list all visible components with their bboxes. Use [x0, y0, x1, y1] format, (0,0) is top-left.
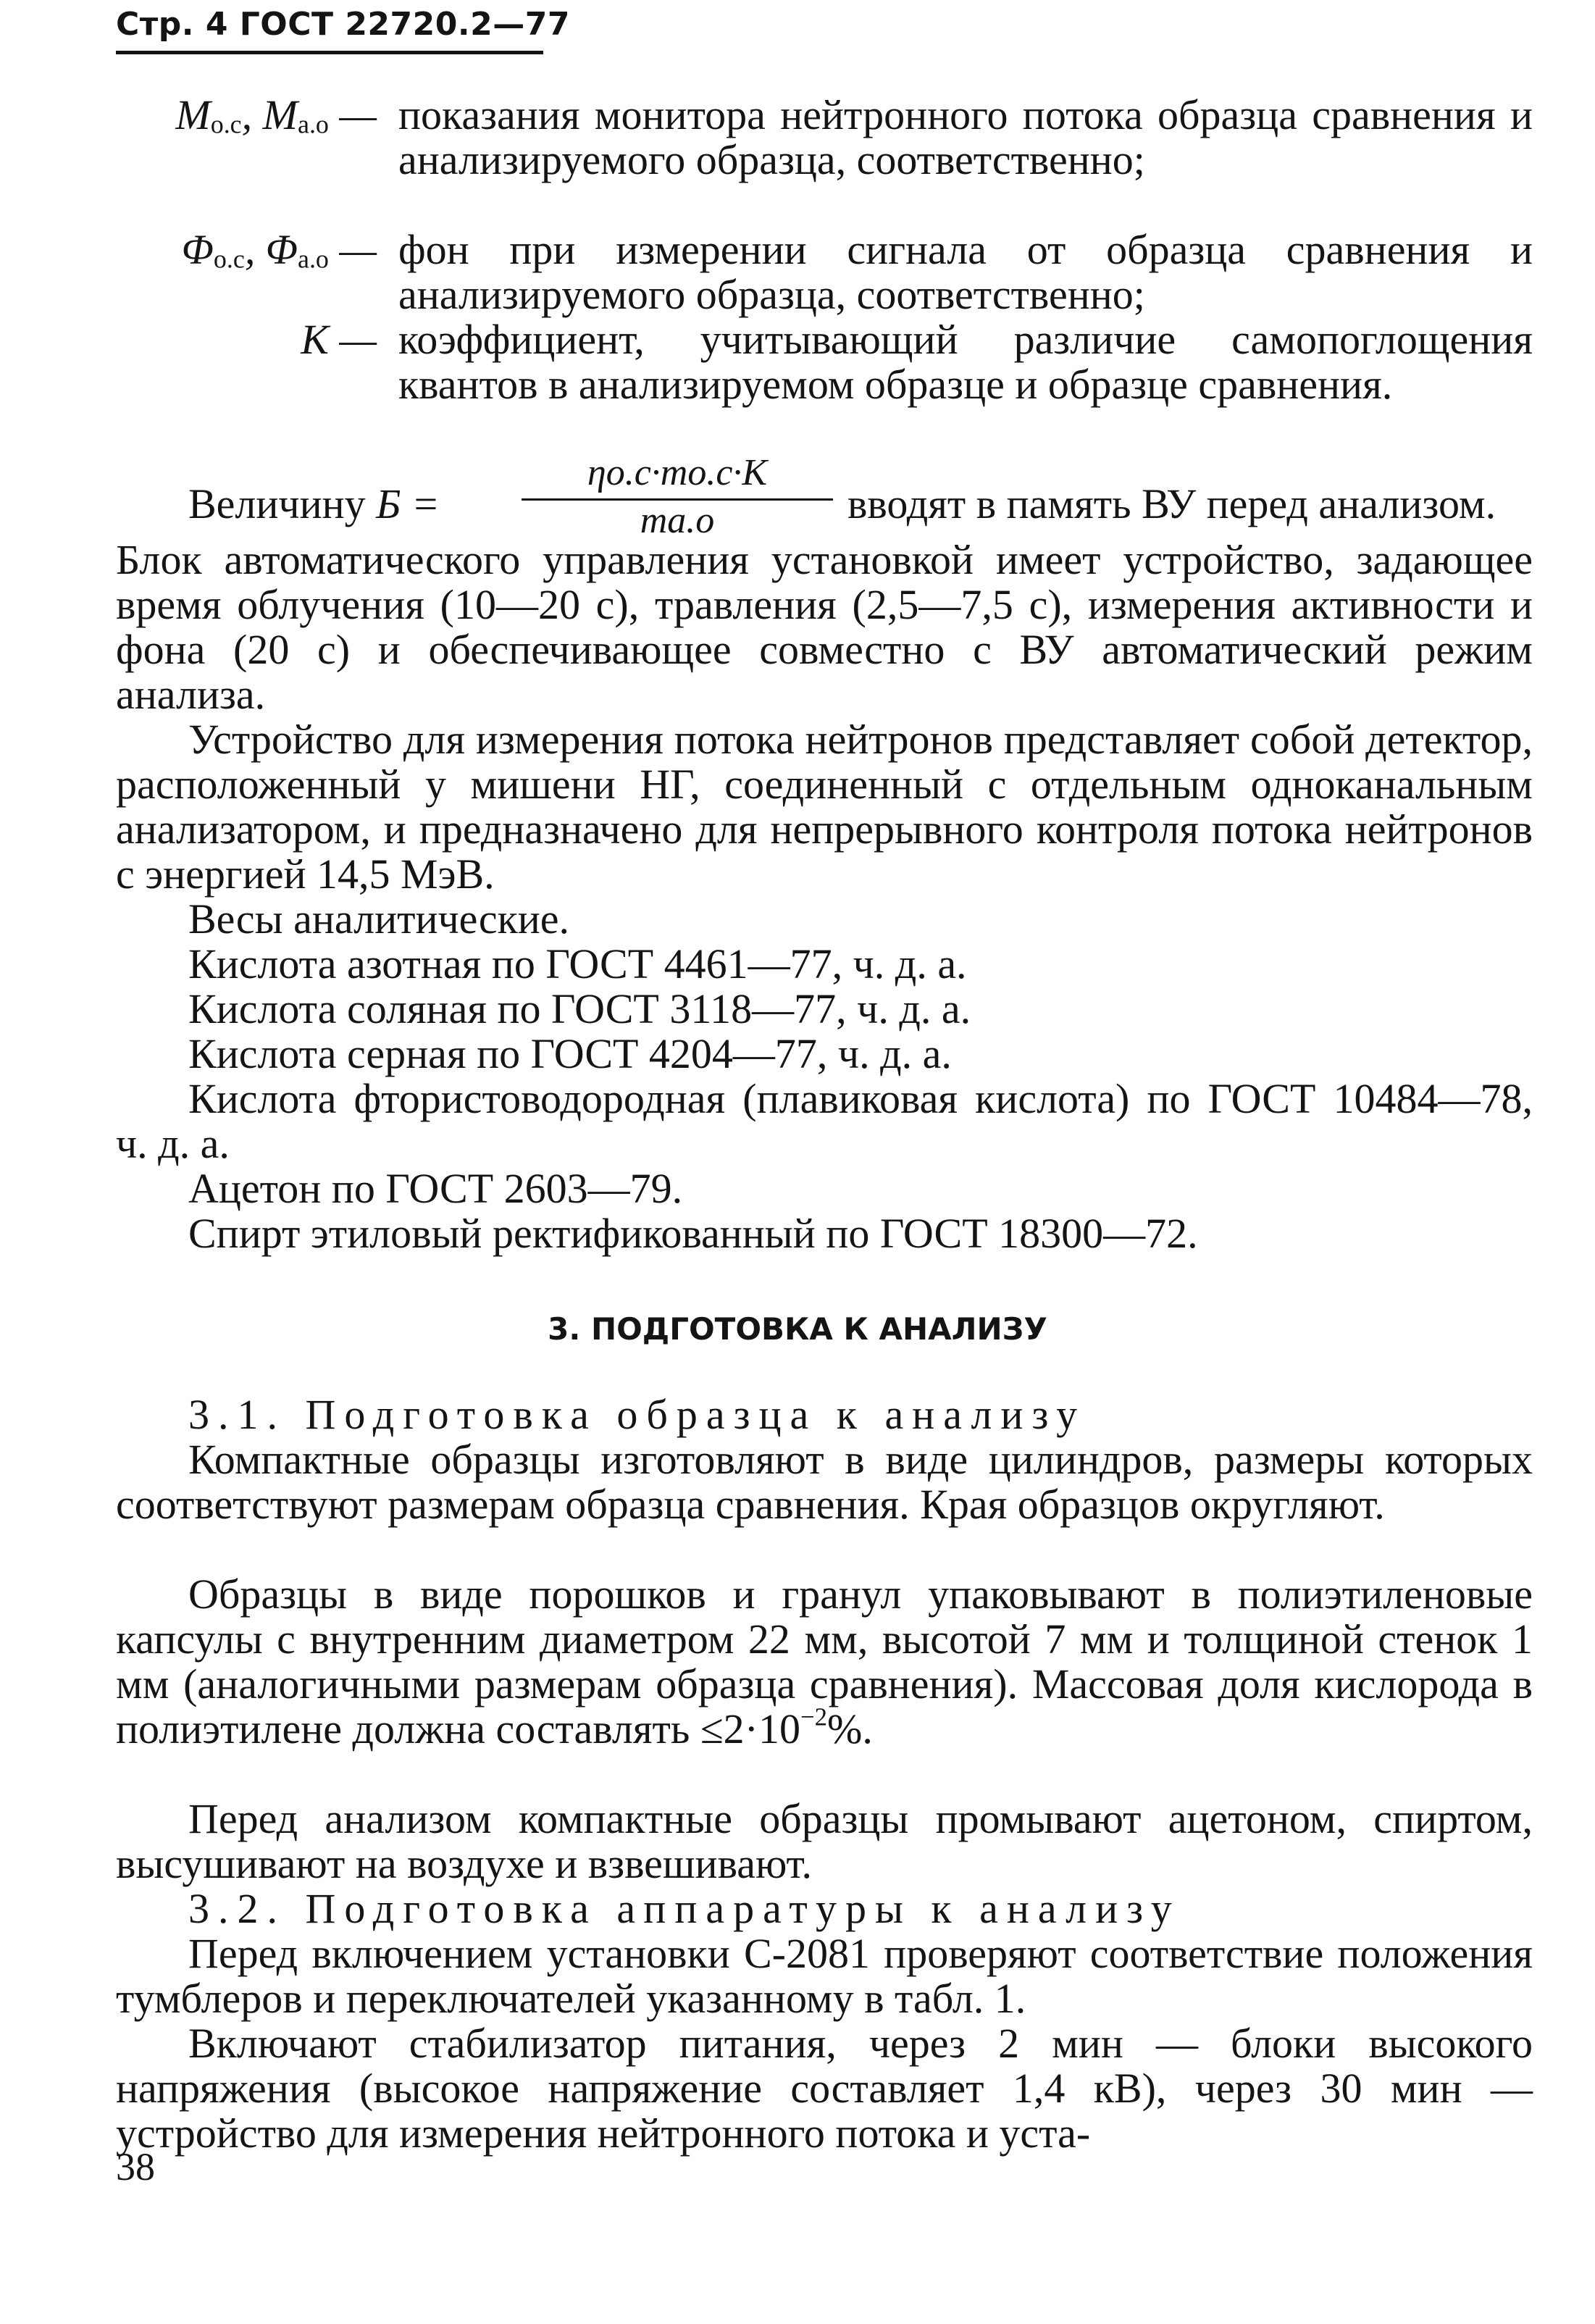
definition-term: $M_{о.с}$, $M_{а.о}$ —	[175, 91, 377, 139]
paragraph-nitric-acid: Кислота азотная по ГОСТ 4461—77, ч. д. а.	[188, 940, 967, 987]
section-title: 3. ПОДГОТОВКА К АНАЛИЗУ	[548, 1311, 1047, 1347]
paragraph-sulfuric-acid: Кислота серная по ГОСТ 4204—77, ч. д. а.	[188, 1030, 952, 1077]
paragraph-power-on: Включают стабилизатор питания, через 2 мин — блоки высокого напряжения (высокое напряжение составляет 1,4 кВ), через 30 мин — устройство для измерения нейтронного потока и уста-	[116, 2020, 1533, 2157]
definition-desc: показания монитора нейтронного потока образца сравнения и анализируемого образца, соответственно;	[398, 91, 1533, 183]
paragraph-device: Устройство для измерения потока нейтронов представляет собой детектор, расположенный у мишени НГ, соединенный с отдельным одноканальным анализатором, и предназначено для непрерывного контроля потока нейтронов с энергией 14,5 МэВ.	[116, 716, 1533, 898]
page-number: 38	[116, 2145, 155, 2189]
definition-desc: фон при измерении сигнала от образца сравнения и анализируемого образца, соответственно;	[398, 226, 1533, 318]
formula-numerator: ηо.с·mо.с·K	[587, 452, 768, 493]
definition-desc: коэффициент, учитывающий различие самопоглощения квантов в анализируемом образце и образце сравнения.	[398, 316, 1533, 408]
paragraph-hydrofluoric-acid: Кислота фтористоводородная (плавиковая кислота) по ГОСТ 10484—78, ч. д. а.	[116, 1075, 1533, 1167]
formula-line	[116, 451, 1533, 541]
paragraph-hydrochloric-acid: Кислота соляная по ГОСТ 3118—77, ч. д. а.	[188, 985, 971, 1032]
paragraph-acetone: Ацетон по ГОСТ 2603—79.	[188, 1165, 683, 1212]
definition-term: K —	[301, 316, 377, 363]
paragraph-powder-samples: Образцы в виде порошков и гранул упаковывают в полиэтиленовые капсулы с внутренним диаметром 22 мм, высотой 7 мм и толщиной стенок 1 мм (аналогичными размерам образца сравнения). Массовая доля кислорода в полиэтилене должна составлять $\le 2\cdot 10^{-2}\%$.	[116, 1571, 1533, 1752]
paragraph-compact-samples: Компактные образцы изготовляют в виде цилиндров, размеры которых соответствуют размерам образца сравнения. Края образцов округляют.	[116, 1436, 1533, 1528]
paragraph-washing: Перед анализом компактные образцы промывают ацетоном, спиртом, высушивают на воздухе и взвешивают.	[116, 1795, 1533, 1887]
paragraph-switch-check: Перед включением установки С-2081 проверяют соответствие положения тумблеров и переключателей указанному в табл. 1.	[116, 1930, 1533, 2022]
paragraph-scales: Весы аналитические.	[188, 895, 570, 942]
header-rule	[116, 51, 543, 54]
paragraph-block: Блок автоматического управления установкой имеет устройство, задающее время облучения (10—20 с), травления (2,5—7,5 с), измерения активности и фона (20 с) и обеспечивающее совместно с ВУ автоматический режим анализа.	[116, 536, 1533, 718]
formula-fraction	[522, 451, 833, 541]
running-head: Стр. 4 ГОСТ 22720.2—77	[116, 6, 570, 43]
subsection-3-1-title: 3.1. Подготовка образца к анализу	[188, 1391, 1087, 1438]
formula-label: Величину Б =	[188, 480, 440, 527]
definition-term: $\Phi_{о.с}$, $\Phi_{а.о}$ —	[181, 226, 377, 274]
formula-tail: вводят в память ВУ перед анализом.	[847, 480, 1496, 527]
subsection-3-2-title: 3.2. Подготовка аппаратуры к анализу	[188, 1885, 1181, 1932]
paragraph-ethanol: Спирт этиловый ректификованный по ГОСТ 18300—72.	[188, 1210, 1198, 1257]
oxygen-fraction-value: $\le 2\cdot 10^{-2}\%$.	[700, 1702, 873, 1752]
formula-denominator: mа.о	[640, 500, 715, 541]
